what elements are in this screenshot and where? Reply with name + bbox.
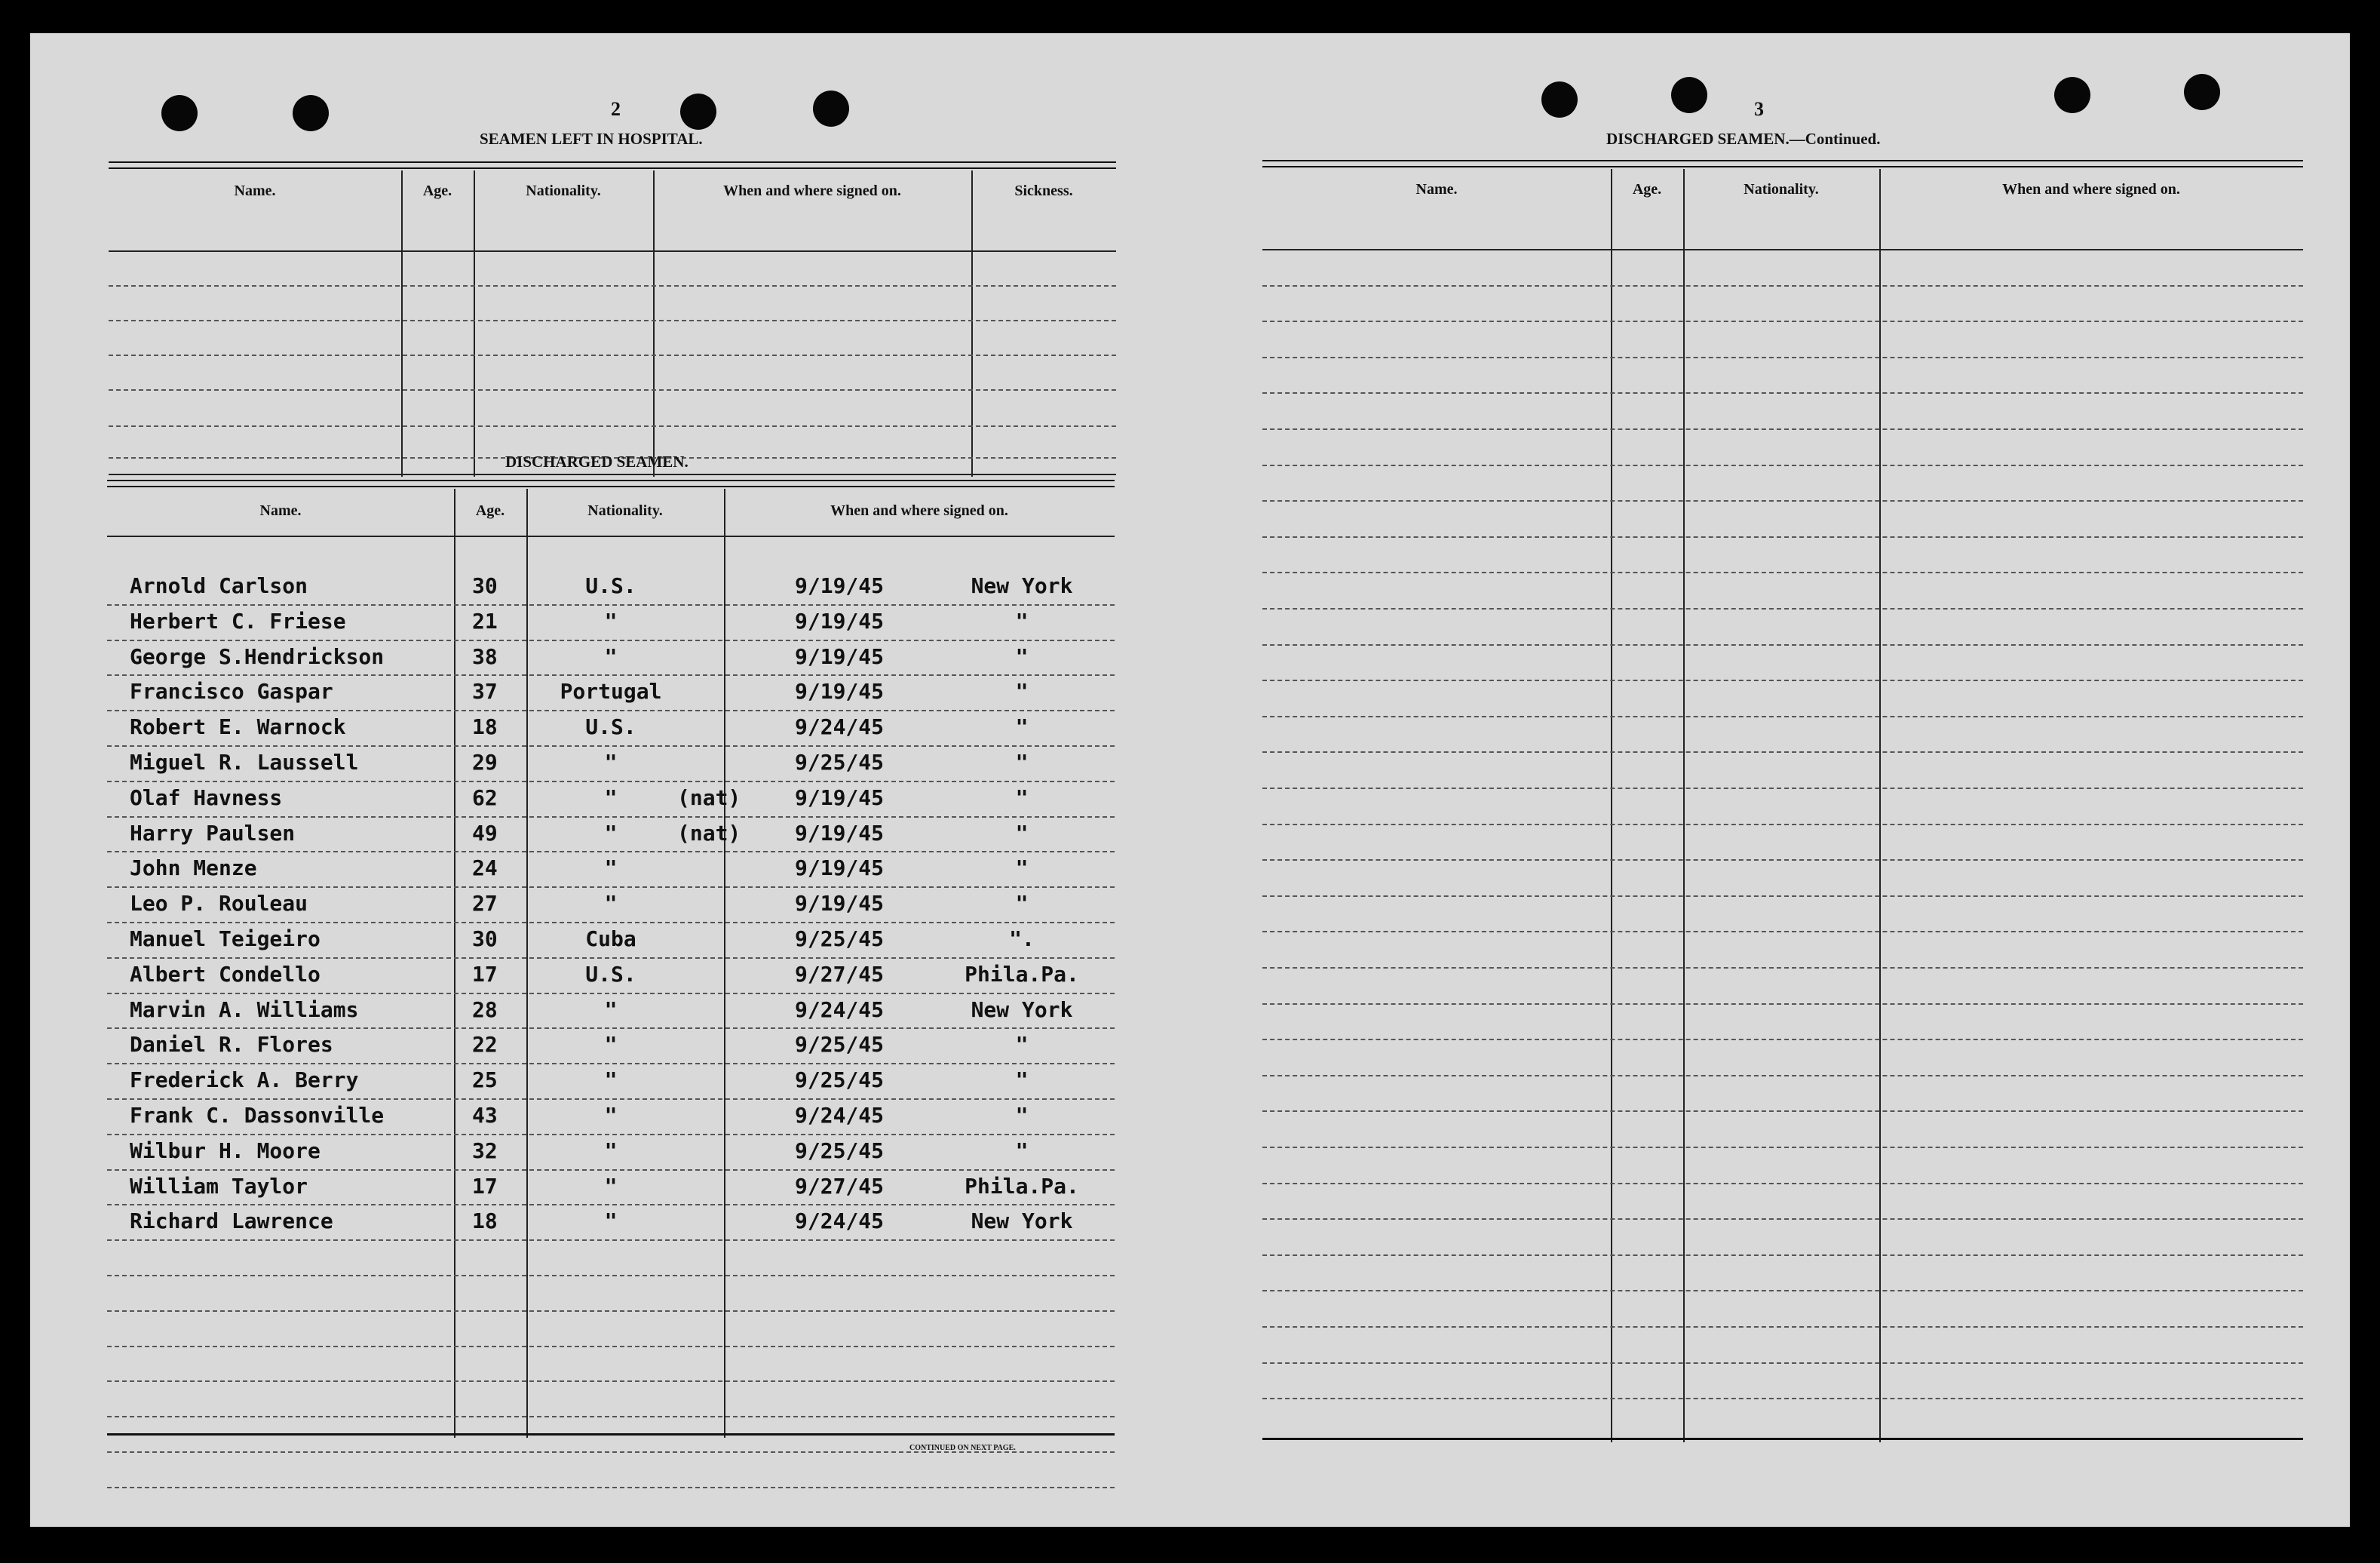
seaman-nationality: U.S.	[585, 573, 636, 598]
ruled-line	[1262, 1110, 2303, 1112]
ruled-line	[1262, 1147, 2303, 1148]
ruled-line	[107, 1487, 1115, 1488]
ruled-line	[1262, 536, 2303, 538]
ruled-line	[107, 1275, 1115, 1276]
signed-on-date: 9/24/45	[795, 1208, 885, 1233]
ruled-line	[1262, 608, 2303, 610]
ruled-line	[1262, 1039, 2303, 1040]
ruled-line	[107, 781, 1115, 782]
seaman-nationality: "	[604, 785, 618, 810]
seaman-age: 62	[472, 785, 498, 810]
seaman-age: 30	[472, 926, 498, 951]
ruled-line	[1262, 1398, 2303, 1399]
signed-on-date: 9/19/45	[795, 891, 885, 916]
ruled-line	[107, 1063, 1115, 1064]
seaman-nationality: Cuba	[585, 926, 636, 951]
signed-on-place: New York	[971, 1208, 1073, 1233]
seaman-nationality: "	[604, 997, 618, 1022]
page-number-left: 2	[611, 98, 621, 120]
ruled-line	[107, 851, 1115, 852]
seaman-age: 24	[472, 855, 498, 880]
ruled-line	[1262, 1218, 2303, 1220]
seaman-nationality: "	[604, 1174, 618, 1199]
signed-on-date: 9/27/45	[795, 962, 885, 987]
seaman-name: Harry Paulsen	[130, 821, 296, 846]
discharged-col-nationality: Nationality.	[587, 502, 663, 519]
seaman-age: 22	[472, 1032, 498, 1057]
seaman-nationality: "	[604, 891, 618, 916]
seaman-nationality: "	[604, 855, 618, 880]
ruled-line	[107, 674, 1115, 676]
hospital-table	[109, 161, 1116, 477]
seaman-name: Miguel R. Laussell	[130, 750, 359, 775]
ruled-line	[1262, 1254, 2303, 1256]
punch-hole	[1671, 77, 1707, 113]
hospital-col-sickness: Sickness.	[1014, 183, 1073, 199]
ruled-line	[107, 1204, 1115, 1205]
ruled-line	[1262, 357, 2303, 358]
signed-on-date: 9/25/45	[795, 1067, 885, 1092]
ruled-line	[107, 1416, 1115, 1417]
ruled-line	[107, 957, 1115, 959]
ruled-line	[107, 922, 1115, 923]
punch-hole	[293, 95, 329, 131]
signed-on-place: "	[1015, 644, 1029, 669]
seaman-name: Leo P. Rouleau	[130, 891, 308, 916]
signed-on-place: New York	[971, 573, 1073, 598]
hospital-col-nationality: Nationality.	[526, 183, 601, 199]
blank-ruled-lines	[1262, 160, 2303, 1442]
signed-on-date: 9/19/45	[795, 573, 885, 598]
right-col-name: Name.	[1415, 181, 1458, 198]
signed-on-date: 9/24/45	[795, 997, 885, 1022]
seaman-age: 17	[472, 1174, 498, 1199]
ruled-line	[1262, 1075, 2303, 1076]
ledger-sheet	[30, 33, 2350, 1527]
right-col-age: Age.	[1632, 181, 1662, 198]
seaman-nationality: "	[604, 821, 618, 846]
seaman-age: 43	[472, 1103, 498, 1128]
signed-on-date: 9/24/45	[795, 1103, 885, 1128]
seaman-age: 18	[472, 714, 498, 739]
discharged-section-title: DISCHARGED SEAMEN.	[505, 453, 689, 471]
right-col-nationality: Nationality.	[1744, 181, 1819, 198]
ruled-line	[1262, 680, 2303, 681]
signed-on-date: 9/19/45	[795, 785, 885, 810]
seaman-age: 38	[472, 644, 498, 669]
signed-on-place: "	[1015, 750, 1029, 775]
signed-on-date: 9/25/45	[795, 1138, 885, 1163]
hospital-col-name: Name.	[234, 183, 276, 199]
signed-on-place: "	[1015, 891, 1029, 916]
signed-on-date: 9/19/45	[795, 644, 885, 669]
ruled-line	[107, 1380, 1115, 1382]
seaman-name: Herbert C. Friese	[130, 609, 346, 634]
ruled-line	[1262, 859, 2303, 861]
signed-on-place: "	[1015, 855, 1029, 880]
ruled-line	[1262, 1326, 2303, 1328]
seaman-name: George S.Hendrickson	[130, 644, 385, 669]
ruled-line	[107, 1134, 1115, 1135]
signed-on-date: 9/19/45	[795, 821, 885, 846]
seaman-name: William Taylor	[130, 1174, 308, 1199]
signed-on-date: 9/19/45	[795, 679, 885, 704]
seaman-age: 37	[472, 679, 498, 704]
seaman-nationality: U.S.	[585, 714, 636, 739]
ruled-line	[1262, 1003, 2303, 1005]
signed-on-place: Phila.Pa.	[965, 962, 1079, 987]
ruled-line	[1262, 788, 2303, 789]
seaman-nationality: "	[604, 1208, 618, 1233]
seaman-name: Wilbur H. Moore	[130, 1138, 321, 1163]
seaman-name: Manuel Teigeiro	[130, 926, 321, 951]
signed-on-date: 9/25/45	[795, 926, 885, 951]
seaman-name: Olaf Havness	[130, 785, 283, 810]
seaman-age: 49	[472, 821, 498, 846]
hospital-section-title: SEAMEN LEFT IN HOSPITAL.	[480, 130, 703, 148]
seaman-age: 27	[472, 891, 498, 916]
seaman-name: Frederick A. Berry	[130, 1067, 359, 1092]
signed-on-place: "	[1015, 785, 1029, 810]
ruled-line	[1262, 1290, 2303, 1291]
discharged-continued-table	[1262, 160, 2303, 1442]
discharged-col-age: Age.	[475, 502, 505, 519]
seaman-nationality: "	[604, 1103, 618, 1128]
ruled-line	[107, 1169, 1115, 1171]
signed-on-place: "	[1015, 1138, 1029, 1163]
signed-on-date: 9/24/45	[795, 714, 885, 739]
signed-on-place: "	[1015, 1103, 1029, 1128]
ruled-line	[107, 745, 1115, 747]
ruled-line	[1262, 321, 2303, 322]
signed-on-place: "	[1015, 1032, 1029, 1057]
signed-on-place: ".	[1009, 926, 1035, 951]
seaman-name: Albert Condello	[130, 962, 321, 987]
ruled-line	[1262, 1183, 2303, 1184]
right-col-signed-on: When and where signed on.	[2002, 181, 2180, 198]
seaman-age: 28	[472, 997, 498, 1022]
ruled-line	[107, 1310, 1115, 1312]
seaman-nationality: "	[604, 644, 618, 669]
hospital-col-age: Age.	[422, 183, 452, 199]
seaman-name: Richard Lawrence	[130, 1208, 333, 1233]
ruled-line	[1262, 967, 2303, 969]
punch-hole	[2054, 77, 2090, 113]
seaman-nationality: U.S.	[585, 962, 636, 987]
ruled-line	[107, 816, 1115, 818]
ruled-line	[107, 710, 1115, 711]
seaman-name: Robert E. Warnock	[130, 714, 346, 739]
seaman-name: Marvin A. Williams	[130, 997, 359, 1022]
signed-on-place: "	[1015, 679, 1029, 704]
signed-on-date: 9/19/45	[795, 609, 885, 634]
seaman-age: 25	[472, 1067, 498, 1092]
seaman-nationality: "	[604, 1067, 618, 1092]
seaman-nationality: "	[604, 1138, 618, 1163]
right-page-title: DISCHARGED SEAMEN.—Continued.	[1606, 130, 1881, 148]
seaman-name: John Menze	[130, 855, 257, 880]
ruled-line	[107, 640, 1115, 641]
ruled-line	[107, 993, 1115, 994]
discharged-rows	[107, 480, 1115, 1438]
seaman-name: Frank C. Dassonville	[130, 1103, 385, 1128]
seaman-age: 21	[472, 609, 498, 634]
signed-on-place: "	[1015, 1067, 1029, 1092]
seaman-age: 18	[472, 1208, 498, 1233]
continued-note: CONTINUED ON NEXT PAGE.	[909, 1444, 1016, 1452]
signed-on-place: New York	[971, 997, 1073, 1022]
seaman-age: 32	[472, 1138, 498, 1163]
ruled-line	[1262, 428, 2303, 430]
seaman-nationality: "	[604, 609, 618, 634]
seaman-name: Daniel R. Flores	[130, 1032, 333, 1057]
ruled-line	[107, 604, 1115, 606]
seaman-nationality: "	[604, 750, 618, 775]
ruled-line	[1262, 465, 2303, 466]
discharged-table	[107, 480, 1115, 1438]
ruled-line	[1262, 572, 2303, 573]
ruled-line	[1262, 751, 2303, 753]
seaman-name: Francisco Gaspar	[130, 679, 333, 704]
signed-on-date: 9/19/45	[795, 855, 885, 880]
ruled-line	[1262, 392, 2303, 394]
punch-hole	[813, 91, 849, 127]
seaman-nationality: Portugal	[560, 679, 662, 704]
seaman-age: 30	[472, 573, 498, 598]
discharged-col-signed-on: When and where signed on.	[830, 502, 1008, 519]
page-number-right: 3	[1754, 98, 1764, 120]
signed-on-place: "	[1015, 609, 1029, 634]
ruled-line	[1262, 931, 2303, 932]
punch-hole	[1541, 81, 1578, 118]
ruled-line	[1262, 500, 2303, 502]
seaman-age: 29	[472, 750, 498, 775]
punch-hole	[2184, 74, 2220, 110]
signed-on-place: Phila.Pa.	[965, 1174, 1079, 1199]
signed-on-place: "	[1015, 714, 1029, 739]
ruled-line	[107, 1098, 1115, 1100]
ruled-line	[107, 886, 1115, 888]
ruled-line	[1262, 824, 2303, 825]
signed-on-place: "	[1015, 821, 1029, 846]
discharged-col-name: Name.	[259, 502, 302, 519]
ruled-line	[1262, 285, 2303, 287]
seaman-name: Arnold Carlson	[130, 573, 308, 598]
signed-on-date: 9/27/45	[795, 1174, 885, 1199]
seaman-age: 17	[472, 962, 498, 987]
seaman-nationality-note: (nat)	[677, 821, 741, 846]
ruled-line	[1262, 895, 2303, 897]
seaman-nationality-note: (nat)	[677, 785, 741, 810]
ruled-line	[107, 1346, 1115, 1347]
ruled-line	[107, 1239, 1115, 1241]
ruled-line	[107, 1027, 1115, 1029]
ruled-line	[1262, 1362, 2303, 1364]
signed-on-date: 9/25/45	[795, 750, 885, 775]
punch-hole	[161, 95, 198, 131]
ruled-line	[1262, 644, 2303, 646]
signed-on-date: 9/25/45	[795, 1032, 885, 1057]
ruled-line	[1262, 716, 2303, 717]
seaman-nationality: "	[604, 1032, 618, 1057]
punch-hole	[680, 94, 716, 130]
hospital-col-signed-on: When and where signed on.	[723, 183, 901, 199]
